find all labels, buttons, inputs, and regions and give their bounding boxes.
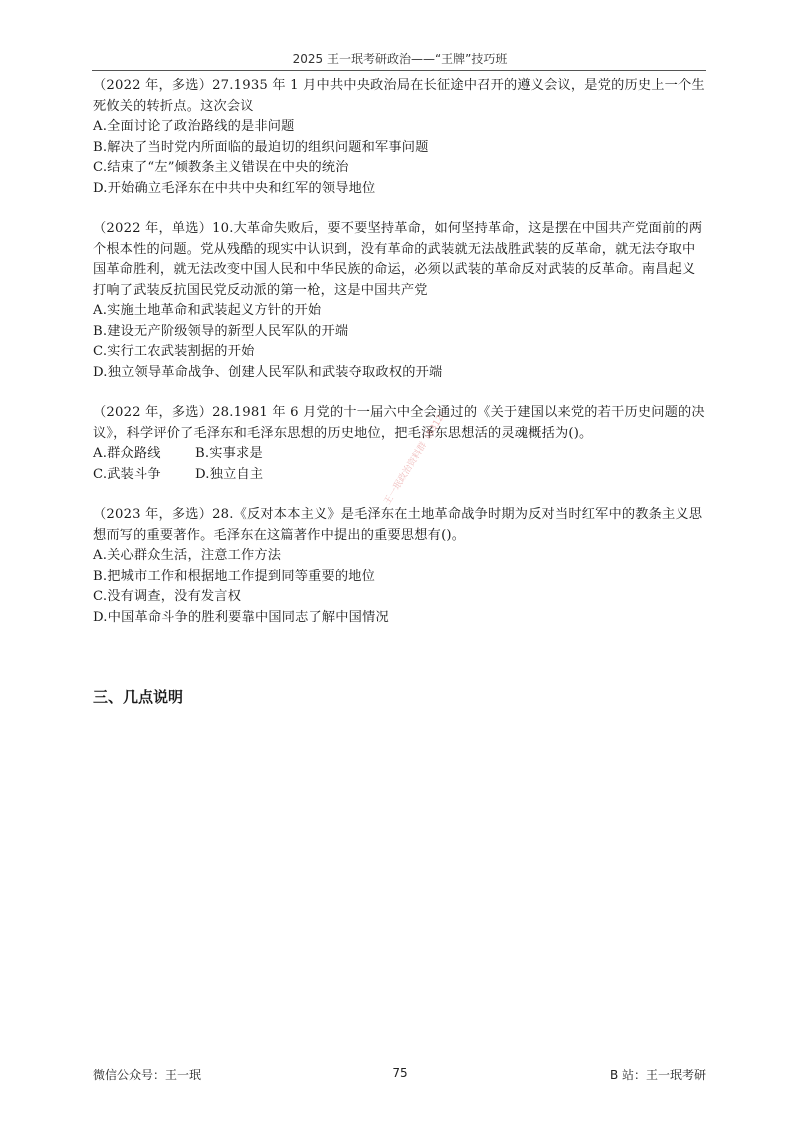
section-heading: 三、几点说明 bbox=[93, 688, 184, 706]
question-1 bbox=[93, 76, 705, 199]
option-b: B.实事求是 bbox=[195, 446, 263, 461]
page-number: 75 bbox=[392, 1066, 408, 1080]
question-stem: （2022 年，多选）27.1935 年 1 月中共中央政治局在长征途中召开的遵义会议，是党的历史上一个生死攸关的转折点。这次会议 bbox=[93, 78, 705, 114]
question-list bbox=[93, 76, 705, 628]
option-d: D.开始确立毛泽东在中共中央和红军的领导地位 bbox=[93, 180, 376, 196]
footer-wechat: 微信公众号：王一珉 bbox=[93, 1068, 202, 1082]
footer-bilibili: B 站：王一珉考研 bbox=[609, 1068, 706, 1082]
option-d: D.独立自主 bbox=[195, 466, 264, 482]
option-c: C.武装斗争 bbox=[93, 466, 161, 482]
option-row bbox=[93, 444, 705, 465]
question-4 bbox=[93, 505, 705, 628]
option-a: A.关心群众生活，注意工作方法 bbox=[93, 548, 282, 563]
option-d: D.中国革命斗争的胜利要靠中国同志了解中国情况 bbox=[93, 609, 389, 625]
option-c: C.没有调查，没有发言权 bbox=[93, 589, 242, 604]
question-2 bbox=[93, 219, 705, 383]
option-b: B.把城市工作和根据地工作提到同等重要的地位 bbox=[93, 568, 376, 584]
question-stem: （2022 年，多选）28.1981 年 6 月党的十一届六中全会通过的《关于建国以来党的若干历史问题的决议》，科学评价了毛泽东和毛泽东思想的历史地位，把毛泽东思想活的灵魂概括为()。 bbox=[93, 405, 705, 441]
option-a: A.群众路线 bbox=[93, 446, 161, 461]
question-stem: （2022 年，单选）10.大革命失败后，要不要坚持革命，如何坚持革命，这是摆在中国共产党面前的两个根本性的问题。党从残酷的现实中认识到，没有革命的武装就无法战胜武装的反革命，就无法夺取中国革命胜利，就无法改变中国人民和中华民族的命运，必须以武装的革命反对武装的反革命。南昌起义打响了武装反抗国民党反动派的第一枪，这是中国共产党 bbox=[93, 221, 703, 298]
option-b: B.解决了当时党内所面临的最迫切的组织问题和军事问题 bbox=[93, 139, 429, 155]
question-stem: （2023 年，多选）28.《反对本本主义》是毛泽东在土地革命战争时期为反对当时红军中的教条主义思想而写的重要著作。毛泽东在这篇著作中提出的重要思想有()。 bbox=[93, 507, 703, 543]
option-d: D.独立领导革命战争、创建人民军队和武装夺取政权的开端 bbox=[93, 364, 443, 380]
option-c: C.实行工农武装割据的开始 bbox=[93, 344, 255, 359]
option-c: C.结束了“左”倾教条主义错误在中央的统治 bbox=[93, 160, 349, 175]
watermark: 王一珉政治资料群（8312） bbox=[382, 405, 451, 507]
header-divider bbox=[92, 70, 706, 71]
option-b: B.建设无产阶级领导的新型人民军队的开端 bbox=[93, 323, 349, 339]
page-header-title: 2025 王一珉考研政治——“王牌”技巧班 bbox=[292, 52, 508, 66]
option-a: A.实施土地革命和武装起义方针的开始 bbox=[93, 303, 322, 318]
option-a: A.全面讨论了政治路线的是非问题 bbox=[93, 119, 295, 134]
